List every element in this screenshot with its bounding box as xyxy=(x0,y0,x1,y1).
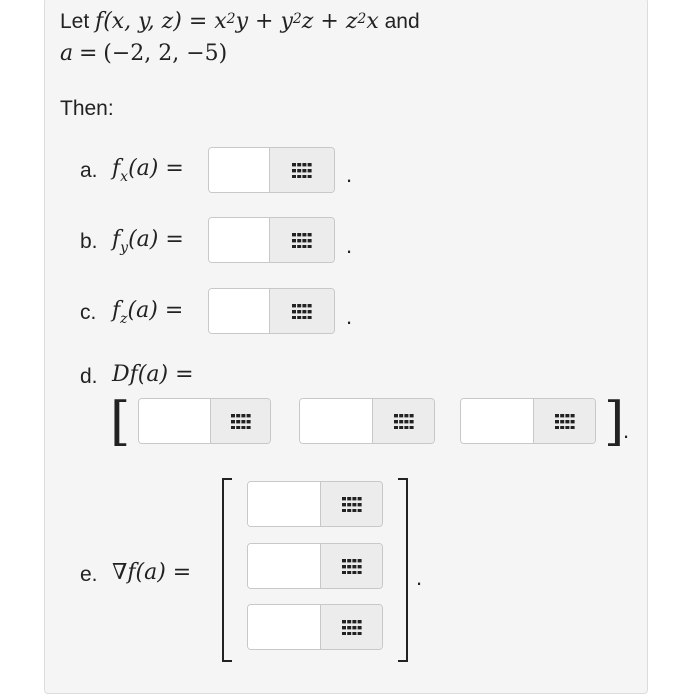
matrix-button-e3[interactable] xyxy=(320,605,382,649)
matrix-button-e1[interactable] xyxy=(320,482,382,526)
row-vector-left-bracket: [ xyxy=(110,392,131,452)
matrix-button-a[interactable] xyxy=(269,148,334,192)
keypad-grid-icon xyxy=(341,496,363,512)
answer-input-d2[interactable] xyxy=(300,399,374,443)
part-b-expression: $f_y(a)$ = xyxy=(112,227,184,256)
intro-line-1 xyxy=(60,9,420,35)
answer-input-d1[interactable] xyxy=(139,399,212,443)
answer-widget-d1 xyxy=(138,398,271,444)
part-c-label: c. xyxy=(80,301,97,324)
function-definition: f(x, y, $z) = x^2y + y^2z + z^2x$ xyxy=(95,9,379,34)
matrix-button-e2[interactable] xyxy=(320,544,382,588)
keypad-grid-icon xyxy=(393,413,415,429)
answer-input-d3[interactable] xyxy=(461,399,535,443)
part-b-label: b. xyxy=(80,230,98,253)
part-e-expression: ∇f(a) = xyxy=(112,560,192,585)
keypad-grid-icon xyxy=(291,303,313,319)
answer-input-b[interactable] xyxy=(209,218,271,262)
keypad-grid-icon xyxy=(291,162,313,178)
matrix-button-c[interactable] xyxy=(269,289,334,333)
answer-input-e3[interactable] xyxy=(248,605,322,649)
answer-widget-e2 xyxy=(247,543,383,589)
column-vector-left-bracket xyxy=(218,476,238,664)
answer-input-e2[interactable] xyxy=(248,544,322,588)
keypad-grid-icon xyxy=(554,413,576,429)
keypad-grid-icon xyxy=(230,413,252,429)
point-value: (−2, 2, −5) xyxy=(103,41,228,66)
intro-line-2 xyxy=(60,41,227,67)
point-name: a xyxy=(60,41,74,66)
and-word: and xyxy=(384,10,420,33)
column-vector-right-bracket xyxy=(392,476,412,664)
answer-widget-d2 xyxy=(299,398,435,444)
period-d: . xyxy=(623,418,630,443)
point-equals: = xyxy=(78,41,98,66)
part-d-expression: Df(a) = xyxy=(112,362,194,387)
let-word: Let xyxy=(60,10,90,33)
answer-widget-c xyxy=(208,288,335,334)
keypad-grid-icon xyxy=(291,232,313,248)
keypad-grid-icon xyxy=(341,558,363,574)
period-c: . xyxy=(346,304,353,329)
matrix-button-d3[interactable] xyxy=(533,399,595,443)
answer-input-c[interactable] xyxy=(209,289,271,333)
answer-widget-a xyxy=(208,147,335,193)
answer-input-e1[interactable] xyxy=(248,482,322,526)
matrix-button-d2[interactable] xyxy=(372,399,434,443)
part-a-label: a. xyxy=(80,159,98,182)
period-b: . xyxy=(346,233,353,258)
period-e: . xyxy=(416,565,423,590)
part-a-expression: $f_x(a)$ = xyxy=(112,156,184,185)
answer-widget-d3 xyxy=(460,398,596,444)
answer-widget-e1 xyxy=(247,481,383,527)
matrix-button-b[interactable] xyxy=(269,218,334,262)
part-c-expression: $f_z(a)$ = xyxy=(112,298,184,327)
row-vector-right-bracket: ] xyxy=(604,392,625,452)
then-label: Then: xyxy=(60,97,114,120)
answer-widget-b xyxy=(208,217,335,263)
period-a: . xyxy=(346,162,353,187)
question-panel xyxy=(44,0,648,694)
part-e-label: e. xyxy=(80,563,98,586)
matrix-button-d1[interactable] xyxy=(210,399,270,443)
keypad-grid-icon xyxy=(341,619,363,635)
answer-widget-e3 xyxy=(247,604,383,650)
answer-input-a[interactable] xyxy=(209,148,271,192)
part-d-label: d. xyxy=(80,365,98,388)
